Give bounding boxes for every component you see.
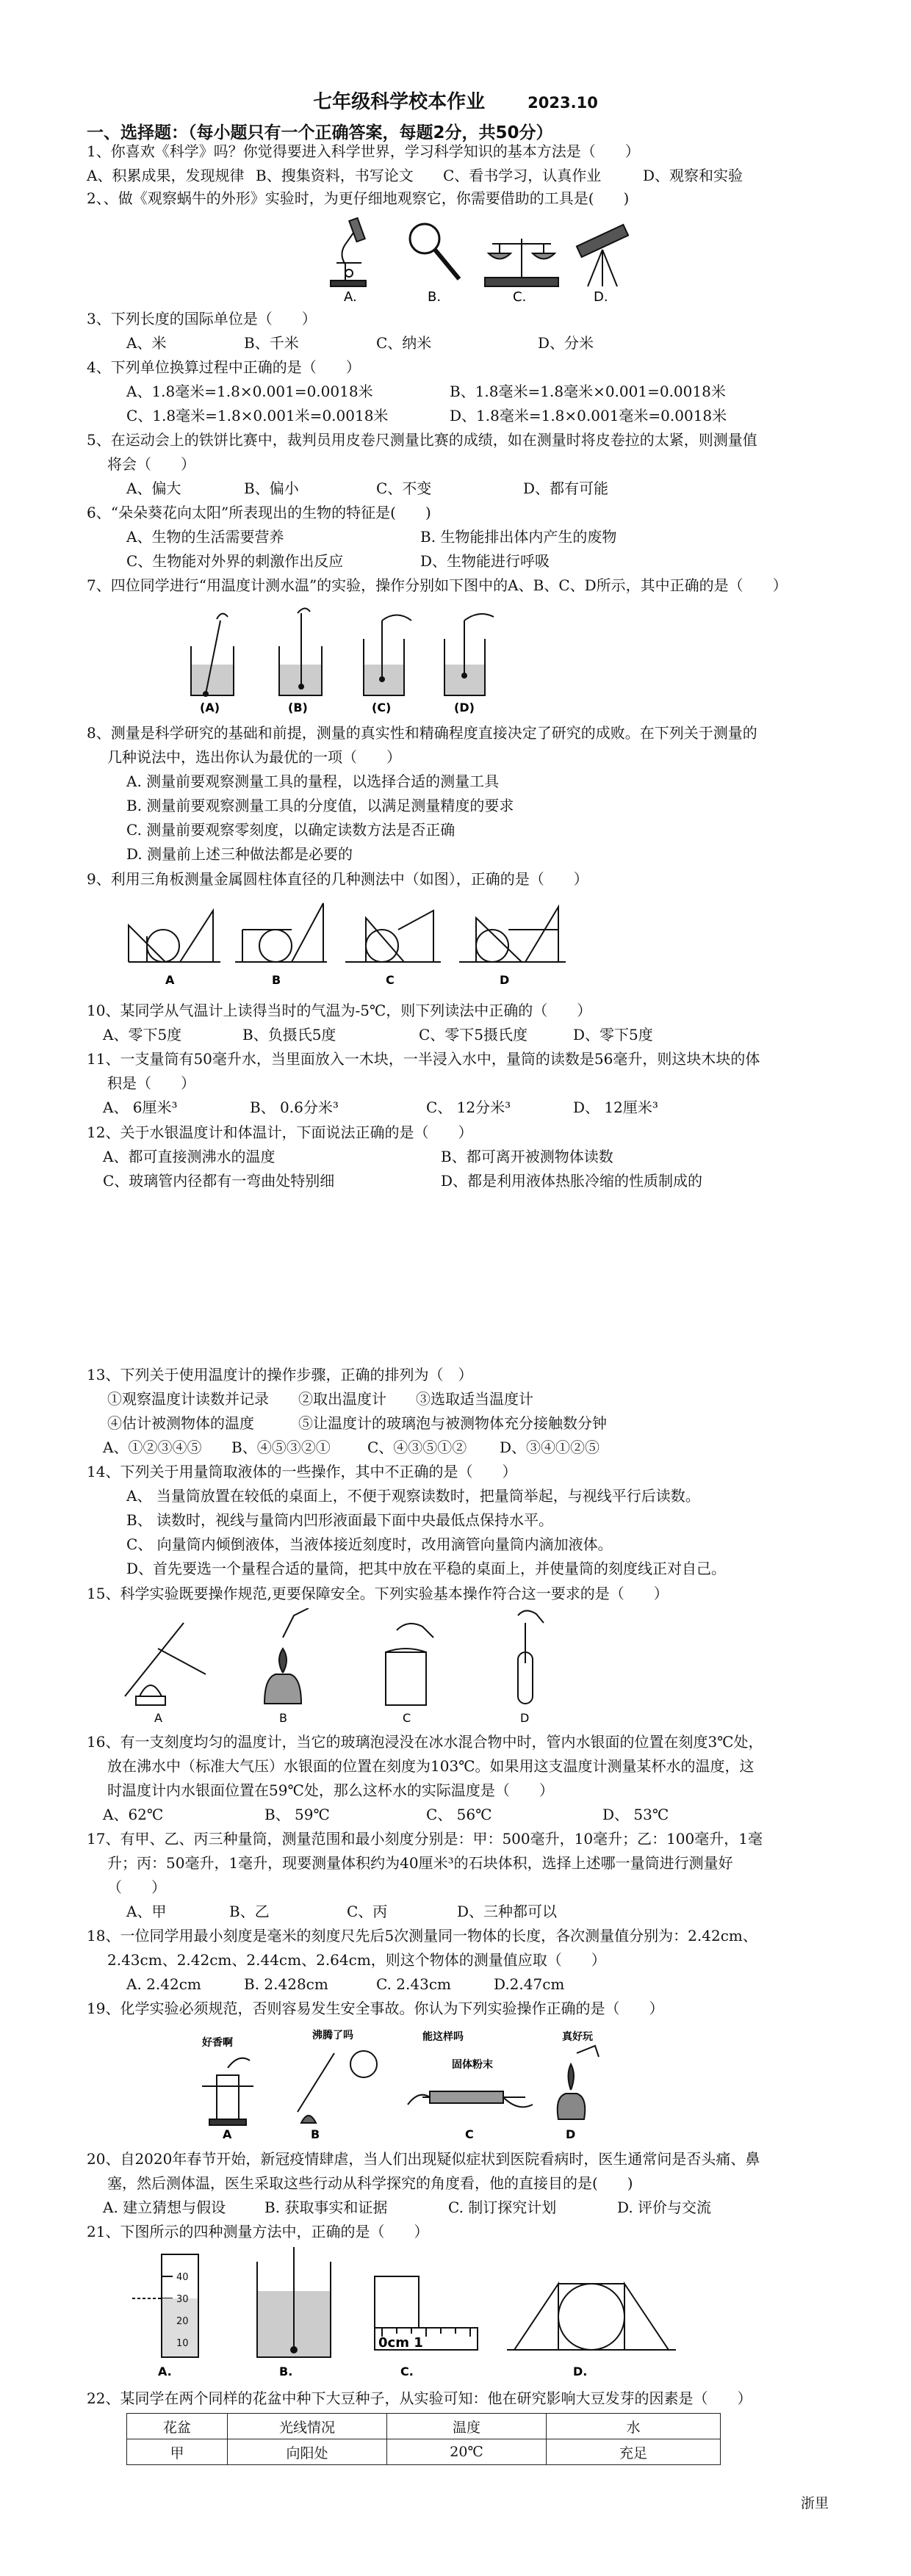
label-b: B	[311, 2127, 320, 2141]
option-b: B、都可离开被测物体读数	[441, 1148, 613, 1165]
option-a: A、零下5度	[103, 1026, 182, 1043]
question-stem-cont: 将会（ ）	[107, 455, 195, 473]
option-d: D、 12厘米³	[573, 1099, 658, 1116]
question-stem-cont: 放在沸水中（标准大气压）水银面的位置在刻度为103℃。如果用这支温度计测量某杯水的温度，这	[107, 1757, 755, 1775]
q6-options	[126, 525, 846, 576]
option-b: B、 59℃	[264, 1806, 330, 1823]
question-stem: 12、关于水银温度计和体温计，下面说法正确的是（ ）	[87, 1124, 473, 1141]
option-c: C、 12分米³	[426, 1099, 511, 1116]
bubble-text-c2: 固体粉末	[452, 2059, 493, 2071]
option-a: A、都可直接测沸水的温度	[103, 1148, 276, 1165]
option-c: C、1.8毫米=1.8×0.001米=0.0018米	[126, 407, 389, 424]
option-a: A、积累成果，发现规律	[87, 167, 245, 184]
label-d: D.	[594, 289, 608, 305]
flame-bottle-icon	[558, 2046, 599, 2119]
q13-steps-line2: ④估计被测物体的温度 ⑤让温度计的玻璃泡与被测物体充分接触数分钟	[107, 1414, 607, 1432]
option-a: A、1.8毫米=1.8×0.001=0.0018米	[126, 383, 373, 400]
option-c: C、看书学习，认真作业	[443, 167, 602, 184]
question-stem: 19、化学实验必须规范，否则容易发生安全事故。你认为下列实验操作正确的是（ ）	[87, 2000, 664, 2017]
label-c: C.	[513, 289, 527, 305]
question-stem: 22、某同学在两个同样的花盆中种下大豆种子，从实验可知：他在研究影响大豆发芽的因素是（ ）	[87, 2389, 752, 2407]
option-c: C、生物能对外界的刺激作出反应	[126, 552, 344, 570]
question-stem: 10、某同学从气温计上读得当时的气温为-5℃，则下列读法中正确的（ ）	[87, 1002, 592, 1019]
option-b: B. 生物能排出体内产生的废物	[420, 528, 617, 546]
option-b: B、乙	[229, 1903, 270, 1920]
question-8	[87, 721, 843, 770]
question-stem: 2、、做《观察蜗牛的外形》实验时，为更仔细地观察它，你需要借助的工具是( )	[87, 189, 630, 207]
bubble-text-d: 真好玩	[562, 2031, 593, 2043]
question-3	[87, 307, 843, 331]
option-d: D、③④①②⑤	[500, 1439, 600, 1456]
question-5	[87, 428, 843, 477]
table-header-cell: 温度	[387, 2414, 547, 2439]
question-stem-cont: 2.43cm、2.42cm、2.44cm、2.64cm，则这个物体的测量值应取（ ）	[107, 1951, 606, 1969]
option-a: A、米	[126, 334, 167, 352]
measure-c-icon	[345, 911, 441, 962]
gas-jar-icon	[386, 1624, 433, 1705]
question-6	[87, 501, 843, 525]
question-16	[87, 1730, 843, 1803]
option-c: C. 制订探究计划	[448, 2199, 557, 2216]
q7-thermometer-figure	[176, 606, 529, 716]
option-a: A. 建立猜想与假设	[103, 2199, 226, 2216]
question-stem: 18、一位同学用最小刻度是毫米的刻度尺先后5次测量同一物体的长度，各次测量值分别为：2.42cm、	[87, 1927, 757, 1944]
option-b: B、④⑤③②①	[231, 1439, 331, 1456]
question-stem: 4、下列单位换算过程中正确的是（ ）	[87, 358, 361, 376]
label-b: B	[279, 1711, 287, 1725]
question-stem: 7、四位同学进行“用温度计测水温”的实验，操作分别如下图中的A、B、C、D所示，其中正确的是（ ）	[87, 576, 788, 594]
option-c: C、④③⑤①②	[367, 1439, 467, 1456]
option-a: A、62℃	[103, 1806, 164, 1823]
table-header-cell: 花盆	[127, 2414, 228, 2439]
q8-options	[126, 770, 846, 869]
label-d: D	[520, 1711, 530, 1725]
title-date: 2023.10	[527, 94, 598, 112]
option-d: D、三种都可以	[457, 1903, 558, 1920]
question-stem: 11、一支量筒有50毫升水，当里面放入一木块，一半浸入水中，量筒的读数是56毫升，则这块木块的体	[87, 1050, 760, 1068]
option-b: B. 2.428cm	[244, 1975, 328, 1993]
table-cell: 充足	[547, 2439, 721, 2465]
bubble-text-b: 沸腾了吗	[312, 2030, 353, 2041]
q15-lab-operations-figure	[118, 1608, 602, 1726]
option-b: B、千米	[244, 334, 299, 352]
question-stem: 16、有一支刻度均匀的温度计，当它的玻璃泡浸没在冰水混合物中时，管内水银面的位置在刻度3℃处，	[87, 1733, 763, 1751]
test-tube-dropper-icon	[518, 1610, 544, 1704]
label-d: D	[566, 2127, 576, 2141]
option-d: D、分米	[538, 334, 594, 352]
page-title	[0, 87, 911, 114]
question-13	[87, 1363, 843, 1436]
option-b: B、搜集资料，书写论文	[256, 167, 414, 184]
question-stem-cont-2: 时温度计内水银面位置在59℃处，那么这杯水的实际温度是（ ）	[107, 1781, 554, 1799]
powder-tube-icon	[408, 2091, 533, 2107]
question-14	[87, 1460, 843, 1484]
question-stem: 13、下列关于使用温度计的操作步骤，正确的排列为（ ）	[87, 1366, 473, 1383]
label-c: C	[403, 1711, 411, 1725]
table-header-cell: 光线情况	[228, 2414, 387, 2439]
option-b: B、负摄氏5度	[242, 1026, 336, 1043]
measure-a-icon	[129, 911, 220, 962]
question-stem: 1、你喜欢《科学》吗？你觉得要进入科学世界，学习科学知识的基本方法是（ ）	[87, 142, 640, 160]
label-d: D.	[573, 2365, 588, 2378]
q12-options	[103, 1145, 823, 1196]
microscope-icon	[331, 218, 366, 286]
section-heading: 一、选择题：（每小题只有一个正确答案，每题2分，共50分）	[87, 123, 553, 142]
table-cell: 20℃	[387, 2439, 547, 2465]
beaker-thermometer-icon	[257, 2247, 331, 2357]
option-d: D、 53℃	[602, 1806, 669, 1823]
label-b: B.	[279, 2365, 293, 2378]
q4-options	[126, 380, 846, 431]
option-c: C、不变	[376, 480, 432, 497]
question-stem: 8、测量是科学研究的基础和前提，测量的真实性和精确程度直接决定了研究的成败。在下列关于测量的	[87, 724, 757, 742]
option-a: A、①②③④⑤	[103, 1439, 202, 1456]
label-a: A	[223, 2127, 232, 2141]
option-d: D、零下5度	[573, 1026, 653, 1043]
beaker-a-icon	[191, 614, 234, 696]
page-footer: 浙里	[801, 2495, 829, 2511]
option-c: C、丙	[347, 1903, 388, 1920]
question-20	[87, 2147, 843, 2196]
option-c: C、 向量筒内倾倒液体，当液体接近刻度时，改用滴管向量筒内滴加液体。	[126, 1535, 613, 1553]
label-c: C	[465, 2127, 474, 2141]
q9-triangle-ruler-figure	[125, 896, 580, 991]
label-d: (D)	[454, 701, 475, 714]
question-17	[87, 1827, 843, 1900]
option-c: C、零下5摄氏度	[419, 1026, 528, 1043]
option-d: D、首先要选一个量程合适的量筒，把其中放在平稳的桌面上，并使量筒的刻度线正对自己。	[126, 1560, 727, 1577]
question-stem: 3、下列长度的国际单位是（ ）	[87, 310, 317, 328]
option-a: A、 当量筒放置在较低的桌面上，不便于观察读数时，把量筒举起，与视线平行后读数。	[126, 1487, 700, 1505]
measure-d-icon	[459, 907, 566, 962]
svg-text:30: 30	[176, 2294, 189, 2305]
q21-measurement-figure	[132, 2247, 691, 2379]
option-d: D. 评价与交流	[617, 2199, 712, 2216]
question-stem-cont-2: （ ）	[107, 1878, 166, 1896]
option-b: B、 读数时，视线与量筒内凹形液面最下面中央最低点保持水平。	[126, 1511, 554, 1529]
q22-data-table	[126, 2413, 721, 2465]
label-b: B.	[428, 289, 442, 305]
label-c: C.	[400, 2365, 414, 2378]
label-b: (B)	[288, 701, 308, 714]
option-a: A、 6厘米³	[103, 1099, 178, 1116]
option-a: A、偏大	[126, 480, 181, 497]
option-b: B、1.8毫米=1.8毫米×0.001=0.0018米	[450, 383, 726, 400]
smelling-flask-icon	[202, 2058, 253, 2125]
label-a: A	[165, 973, 175, 987]
option-a: A. 2.42cm	[126, 1975, 201, 1993]
label-a: A	[154, 1711, 162, 1725]
option-b: B. 获取事实和证据	[264, 2199, 388, 2216]
telescope-icon	[577, 225, 628, 286]
beaker-c-icon	[364, 615, 411, 696]
q19-lab-safety-figure	[187, 2024, 613, 2141]
question-4	[87, 355, 843, 380]
option-d: D、观察和实验	[643, 167, 743, 184]
svg-text:40: 40	[176, 2272, 189, 2283]
boiling-tube-face-icon	[298, 2051, 377, 2123]
alcohol-lamp-icon	[264, 1608, 309, 1704]
question-11	[87, 1047, 843, 1096]
question-15	[87, 1582, 843, 1606]
question-stem-cont: 塞，然后测体温，医生采取这些行动从科学探究的角度看，他的直接目的是( )	[107, 2174, 633, 2192]
option-a: A、生物的生活需要营养	[126, 528, 284, 546]
balance-scale-icon	[485, 239, 558, 286]
table-cell: 向阳处	[228, 2439, 387, 2465]
option-c: C. 测量前要观察零刻度，以确定读数方法是否正确	[126, 821, 455, 839]
question-12	[87, 1121, 843, 1145]
measure-b-icon	[235, 903, 327, 962]
sphere-triangles-icon	[507, 2284, 676, 2350]
option-a: A. 测量前要观察测量工具的量程，以选择合适的测量工具	[126, 773, 500, 790]
option-c: C、 56℃	[426, 1806, 492, 1823]
question-stem: 17、有甲、乙、丙三种量筒，测量范围和最小刻度分别是：甲：500毫升，10毫升；乙：100毫升，1毫	[87, 1830, 763, 1848]
option-c: C. 2.43cm	[376, 1975, 452, 1993]
question-9	[87, 867, 843, 891]
question-stem: 6、“朵朵葵花向太阳”所表现出的生物的特征是( )	[87, 504, 431, 521]
magnifier-icon	[410, 224, 459, 279]
svg-text:20: 20	[176, 2316, 189, 2327]
option-d: D、都有可能	[523, 480, 609, 497]
question-stem: 15、科学实验既要操作规范,更要保障安全。下列实验基本操作符合这一要求的是（ ）	[87, 1585, 669, 1602]
question-21	[87, 2220, 843, 2244]
option-a: A、甲	[126, 1903, 167, 1920]
question-stem: 9、利用三角板测量金属圆柱体直径的几种测法中（如图），正确的是（ ）	[87, 870, 588, 888]
q2-instruments-figure	[323, 213, 647, 305]
option-c: C、玻璃管内径都有一弯曲处特别细	[103, 1172, 335, 1190]
label-a: (A)	[200, 701, 220, 714]
table-header-row	[127, 2414, 721, 2439]
table-cell: 甲	[127, 2439, 228, 2465]
bubble-text-c1: 能这样吗	[422, 2031, 464, 2043]
question-stem-cont: 积是（ ）	[107, 1074, 195, 1092]
table-row	[127, 2439, 721, 2465]
option-d: D、生物能进行呼吸	[420, 552, 550, 570]
label-c: C	[386, 973, 395, 987]
question-1	[87, 140, 843, 164]
option-d: D、1.8毫米=1.8×0.001毫米=0.0018米	[450, 407, 727, 424]
beaker-d-icon	[444, 614, 494, 695]
question-stem: 20、自2020年春节开始，新冠疫情肆虐，当人们出现疑似症状到医院看病时，医生通常问是否头痛、鼻	[87, 2150, 760, 2168]
label-a: A.	[344, 289, 357, 305]
cylinder-reading-icon	[132, 2254, 198, 2357]
question-22	[87, 2387, 843, 2411]
label-d: D	[500, 973, 510, 987]
ruler-scale-text: 0cm 1	[378, 2335, 423, 2351]
test-tube-heating-icon	[125, 1623, 206, 1705]
option-d: D.2.47cm	[494, 1975, 565, 1993]
svg-text:10: 10	[176, 2338, 189, 2349]
question-7	[87, 574, 843, 598]
question-stem-cont: 几种说法中，选出你认为最优的一项（ ）	[107, 748, 401, 766]
option-c: C、纳米	[376, 334, 432, 352]
question-stem-cont: 升；丙：50毫升，1毫升，现要测量体积约为40厘米³的石块体积，选择上述哪一量筒进行测量好	[107, 1854, 733, 1872]
bubble-text-a: 好香啊	[202, 2037, 233, 2049]
option-b: B、 0.6分米³	[250, 1099, 339, 1116]
option-d: D、都是利用液体热胀冷缩的性质制成的	[441, 1172, 703, 1190]
question-10	[87, 999, 843, 1023]
question-stem: 5、在运动会上的铁饼比赛中，裁判员用皮卷尺测量比赛的成绩，如在测量时将皮卷拉的太紧，则测量值	[87, 431, 757, 449]
question-2	[87, 187, 843, 211]
q14-options	[126, 1484, 846, 1583]
option-b: B. 测量前要观察测量工具的分度值，以满足测量精度的要求	[126, 797, 514, 814]
label-c: (C)	[372, 701, 392, 714]
label-b: B	[272, 973, 281, 987]
question-18	[87, 1924, 843, 1972]
q13-steps-line1: ①观察温度计读数并记录 ②取出温度计 ③选取适当温度计	[107, 1390, 533, 1408]
option-d: D. 测量前上述三种做法都是必要的	[126, 845, 353, 863]
label-a: A.	[158, 2365, 172, 2378]
question-19	[87, 1997, 843, 2021]
title-text: 七年级科学校本作业	[313, 91, 486, 113]
beaker-b-icon	[279, 608, 322, 695]
question-stem: 21、下图所示的四种测量方法中，正确的是（ ）	[87, 2223, 429, 2240]
table-header-cell: 水	[547, 2414, 721, 2439]
option-b: B、偏小	[244, 480, 299, 497]
question-stem: 14、下列关于用量筒取液体的一些操作，其中不正确的是（ ）	[87, 1463, 517, 1480]
